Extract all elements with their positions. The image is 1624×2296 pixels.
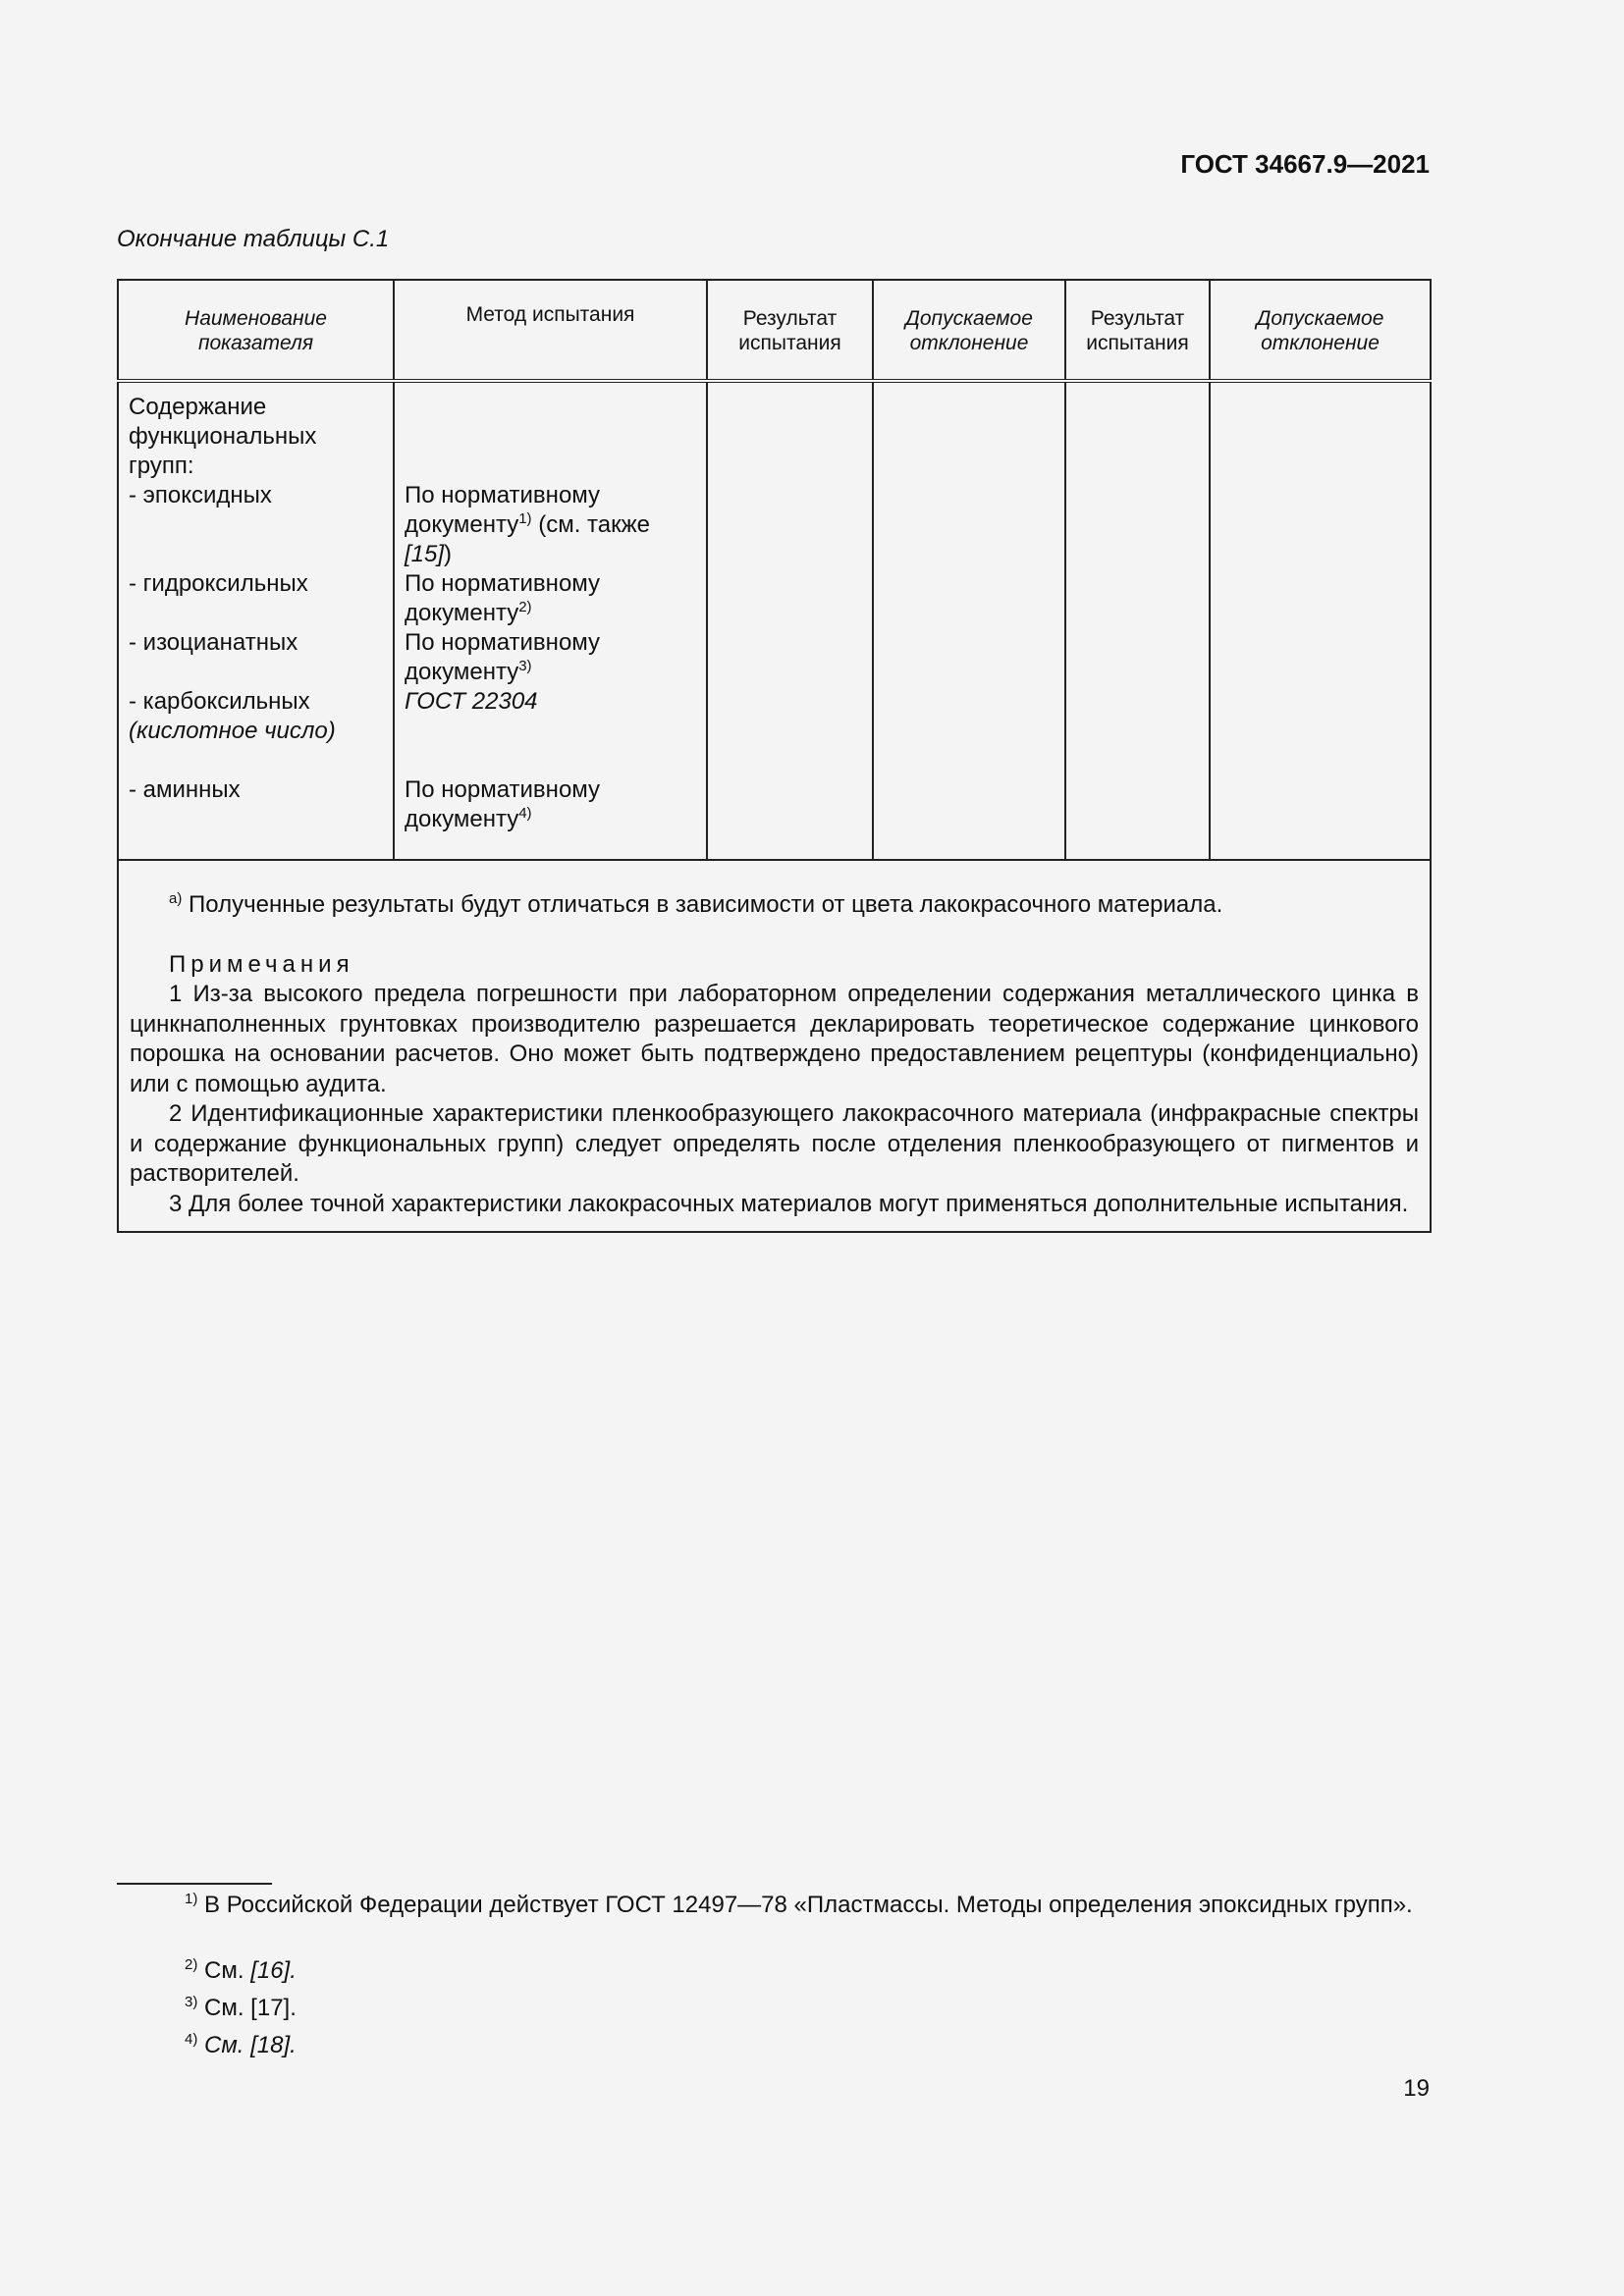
header-test-method: Метод испытания [465,303,635,326]
header-test-result-2: Результат испытания [1086,307,1189,354]
header-cell [707,280,873,381]
indicator-isocyanate: - изоцианатных [129,629,298,656]
result-cell [1065,381,1210,860]
table-row [118,381,1431,860]
note-item: 2 Идентификационные характеристики пленкообразующего лакокрасочного материала (инфракрасные спектры и содержание функциональных групп) следует определять после отделения пленкообразующего от пигментов и растворителей. [130,1100,1419,1187]
method-isocyanate-line2: документу$^{3)}$ [405,658,532,685]
table-header-row [118,280,1431,381]
footnote-marker-a: а) [169,890,183,907]
method-epoxy-line3: [15]) [405,541,453,567]
notes-row [118,860,1431,1232]
table-footnote-a: $^{а)}$ Полученные результаты будут отличаться в зависимости от цвета лакокрасочного материала. [169,890,1223,918]
header-cell [118,280,394,381]
footnote-ref-3: 3) [518,658,532,674]
method-amine-line1: По нормативному [405,776,601,803]
indicator-line: функциональных [129,423,317,450]
header-cell [394,280,707,381]
header-tolerance-1: Допускаемое отклонение [905,307,1033,354]
method-carboxyl: ГОСТ 22304 [405,688,538,715]
notes-cell [118,860,1431,1232]
footnote-3: $^{3)}$ См. [17]. [185,1994,297,2021]
header-cell [1210,280,1431,381]
indicator-acid-number: (кислотное число) [129,718,336,744]
indicator-cell [118,381,394,860]
footnote-ref-1: 1) [518,510,532,527]
result-cell [707,381,873,860]
indicator-epoxy: - эпоксидных [129,482,272,508]
footnote-ref-2: 2) [518,599,532,615]
header-test-result-1: Результат испытания [738,307,841,354]
tolerance-cell [873,381,1065,860]
method-epoxy-line2: документу$^{1)}$ (см. также [405,510,651,538]
footnote-ref-4: 4) [518,805,532,822]
properties-table [117,279,1432,1233]
method-cell [394,381,707,860]
method-epoxy-line1: По нормативному [405,482,601,508]
table-caption: Окончание таблицы С.1 [117,226,390,252]
page-number: 19 [1403,2075,1430,2102]
tolerance-cell [1210,381,1431,860]
method-amine-line2: документу$^{4)}$ [405,805,532,832]
indicator-carboxyl: - карбоксильных [129,688,310,715]
method-isocyanate-line1: По нормативному [405,629,601,656]
footnote-separator [117,1883,272,1885]
header-tolerance-2: Допускаемое отклонение [1256,307,1384,354]
note-item: 3 Для более точной характеристики лакокрасочных материалов могут применяться дополнительные испытания. [169,1190,1409,1217]
indicator-line: Содержание [129,394,267,420]
method-hydroxyl-line2: документу$^{2)}$ [405,599,532,626]
header-cell [1065,280,1210,381]
indicator-amine: - аминных [129,776,241,803]
note-item: 1 Из-за высокого предела погрешности при лабораторном определении содержания металлического цинка в цинкнаполненных грунтовках производителю разрешается декларировать теоретическое содержание цинкового порошка на основании расчетов. Оно может быть подтверждено предоставлением рецептуры (конфиденциально) или с помощью аудита. [130,981,1419,1097]
header-cell [873,280,1065,381]
footnote-1: $^{1)}$ В Российской Федерации действует ГОСТ 12497—78 «Пластмассы. Методы определения эпоксидных групп». [185,1891,1413,1918]
notes-title: Примечания [169,950,354,978]
indicator-hydroxyl: - гидроксильных [129,570,308,597]
header-indicator-name: Наименование показателя [185,307,327,354]
standard-code: ГОСТ 34667.9—2021 [1180,149,1430,179]
indicator-line: групп: [129,453,194,479]
footnote-4: $^{4)}$ См. [18]. [185,2031,297,2058]
method-hydroxyl-line1: По нормативному [405,570,601,597]
footnote-2: $^{2)}$ См. [16]. [185,1956,297,1984]
